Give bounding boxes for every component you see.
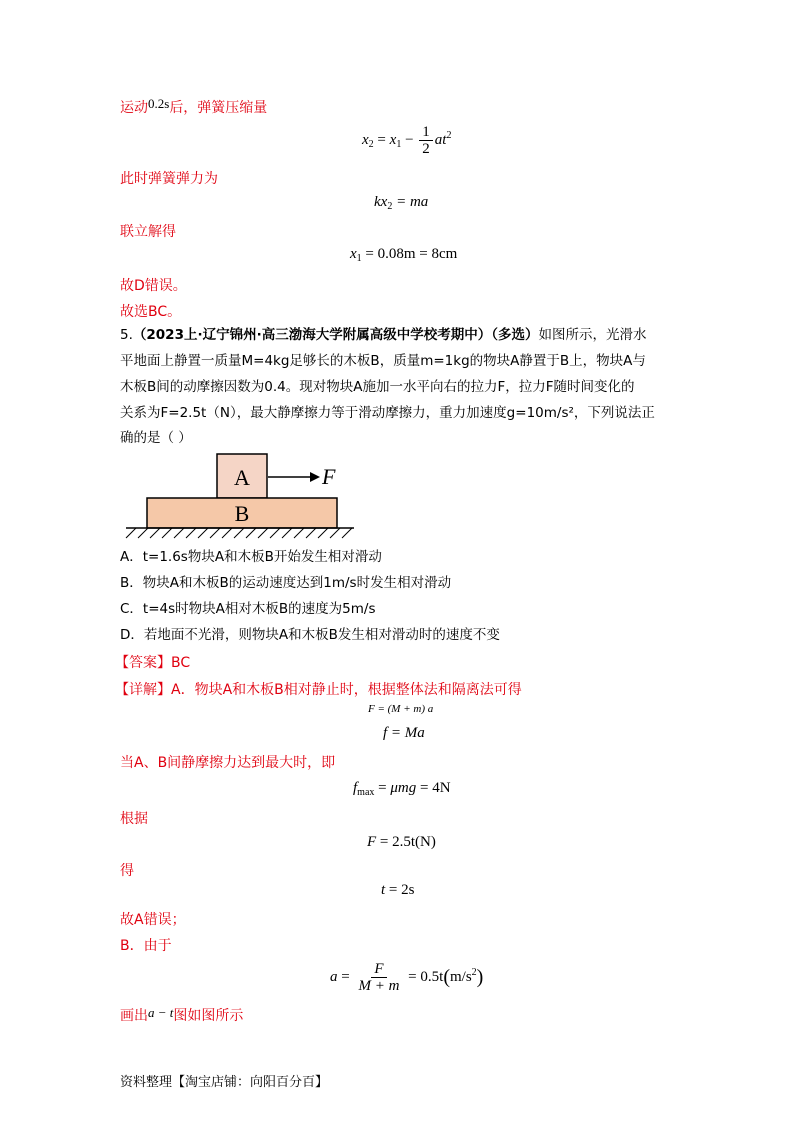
question-line-2: 平地面上静置一质量M=4kg足够长的木板B，质量m=1kg的物块A静置于B上，物块A与 (120, 353, 646, 369)
eq-sign: = (337, 968, 354, 985)
text-pre: 画出 (120, 1008, 148, 1024)
question-text: 如图所示，光滑水 (538, 327, 647, 343)
text-pre: 运动 (120, 100, 148, 116)
ground-hatch (126, 528, 352, 538)
eq-symbol: kx (374, 194, 388, 210)
equation-f-ma (383, 725, 425, 742)
eq-symbol: t (381, 882, 386, 898)
eq-rhs: = 2.5t(N) (376, 834, 436, 850)
eq-sub: max (357, 787, 375, 798)
equation-kx2 (374, 194, 428, 212)
question-line-3: 木板B间的动摩擦因数为0.4。现对物块A施加一水平向右的拉力F，拉力F随时间变化的 (120, 379, 635, 395)
option-c: C．t=4s时物块A相对木板B的速度为5m/s (120, 601, 376, 617)
option-b: B．物块A和木板B的运动速度达到1m/s时发生相对滑动 (120, 575, 452, 591)
time-value: 0.2s (148, 96, 170, 111)
eq-sup: 2 (471, 966, 477, 978)
option-d: D．若地面不光滑，则物块A和木板B发生相对滑动时的速度不变 (120, 627, 500, 643)
eq-symbol: f (353, 780, 358, 796)
equation-x2 (362, 124, 451, 157)
text-post: 图如图所示 (173, 1008, 244, 1024)
equation-acceleration (330, 961, 483, 994)
fraction-denominator: 2 (422, 141, 430, 157)
block-b-label: B (234, 501, 250, 526)
fraction (355, 961, 402, 994)
equation-x1 (350, 246, 457, 264)
force-arrowhead (310, 472, 320, 482)
text-line-solve: 联立解得 (120, 224, 176, 240)
text-line-motion (120, 96, 267, 117)
eq-symbol: x (362, 131, 369, 148)
question-line-4: 关系为F=2.5t（N），最大静摩擦力等于滑动摩擦力，重力加速度g=10m/s²，下列说法正 (120, 405, 655, 421)
text-line-a-wrong: 故A错误； (120, 912, 186, 928)
eq-rhs: = 0.5t (404, 968, 444, 985)
text-line-spring-force: 此时弹簧弹力为 (120, 171, 218, 187)
text-line-according: 根据 (120, 811, 148, 827)
equation-total-force: F = (M + m) a (368, 703, 434, 715)
question-number: 5. (120, 327, 133, 343)
eq-symbol: at (434, 131, 447, 148)
eq-sign: = (374, 780, 391, 796)
eq-sign: = (373, 131, 390, 148)
text-line-get: 得 (120, 863, 134, 879)
eq-rhs: = 4N (416, 780, 451, 796)
eq-symbol: F (367, 834, 377, 850)
eq-symbol: μmg (390, 780, 417, 796)
fraction-numerator: F (371, 961, 386, 978)
text-line-draw-graph (120, 1005, 243, 1025)
answer-line: 【答案】BC (115, 655, 191, 671)
equation-fmax (353, 780, 451, 798)
option-a: A．t=1.6s物块A和木板B开始发生相对滑动 (120, 549, 382, 565)
eq-symbol: x (389, 131, 397, 148)
text-line-d-wrong: 故D错误。 (120, 278, 187, 294)
detail-line: 【详解】A．物块A和木板B相对静止时，根据整体法和隔离法可得 (115, 682, 522, 698)
eq-symbol: x (350, 246, 357, 262)
text-line-choose-bc: 故选BC。 (120, 304, 182, 320)
force-label: F (322, 464, 336, 489)
text-line-b-since: B．由于 (120, 938, 172, 954)
question-line-1 (120, 322, 646, 348)
eq-symbol: a (330, 968, 338, 985)
eq-rhs: = 0.08m = 8cm (361, 246, 458, 262)
text-post: 后，弹簧压缩量 (169, 100, 268, 116)
eq-sub: 1 (356, 253, 362, 264)
equation-t-value (381, 882, 414, 899)
fraction-numerator: 1 (419, 124, 433, 141)
eq-symbol: f (383, 725, 388, 741)
eq-sub: 2 (368, 138, 374, 150)
fraction-denominator: M + m (358, 978, 400, 994)
eq-rhs: = 2s (385, 882, 415, 898)
eq-sub: 1 (396, 138, 402, 150)
footer-source: 资料整理【淘宝店铺：向阳百分百】 (120, 1075, 329, 1090)
blocks-figure (118, 450, 358, 540)
eq-sup: 2 (446, 129, 452, 141)
eq-sub: 2 (387, 201, 393, 212)
eq-rhs: = ma (392, 194, 429, 210)
paren-open: ( (443, 965, 450, 988)
question-source: （2023上·辽宁锦州·高三渤海大学附属高级中学校考期中）（多选） (132, 327, 539, 343)
fraction (419, 124, 433, 157)
text-line-max-static: 当A、B间静摩擦力达到最大时，即 (120, 755, 336, 771)
eq-unit: m/s (449, 968, 472, 985)
block-a-label: A (234, 465, 250, 490)
equation-f-time (367, 834, 436, 851)
paren-close: ) (476, 965, 484, 988)
eq-rhs: = Ma (387, 725, 425, 741)
graph-expr: a − t (148, 1005, 174, 1020)
eq-minus: − (401, 131, 418, 148)
question-line-5: 确的是（ ） (120, 430, 192, 446)
